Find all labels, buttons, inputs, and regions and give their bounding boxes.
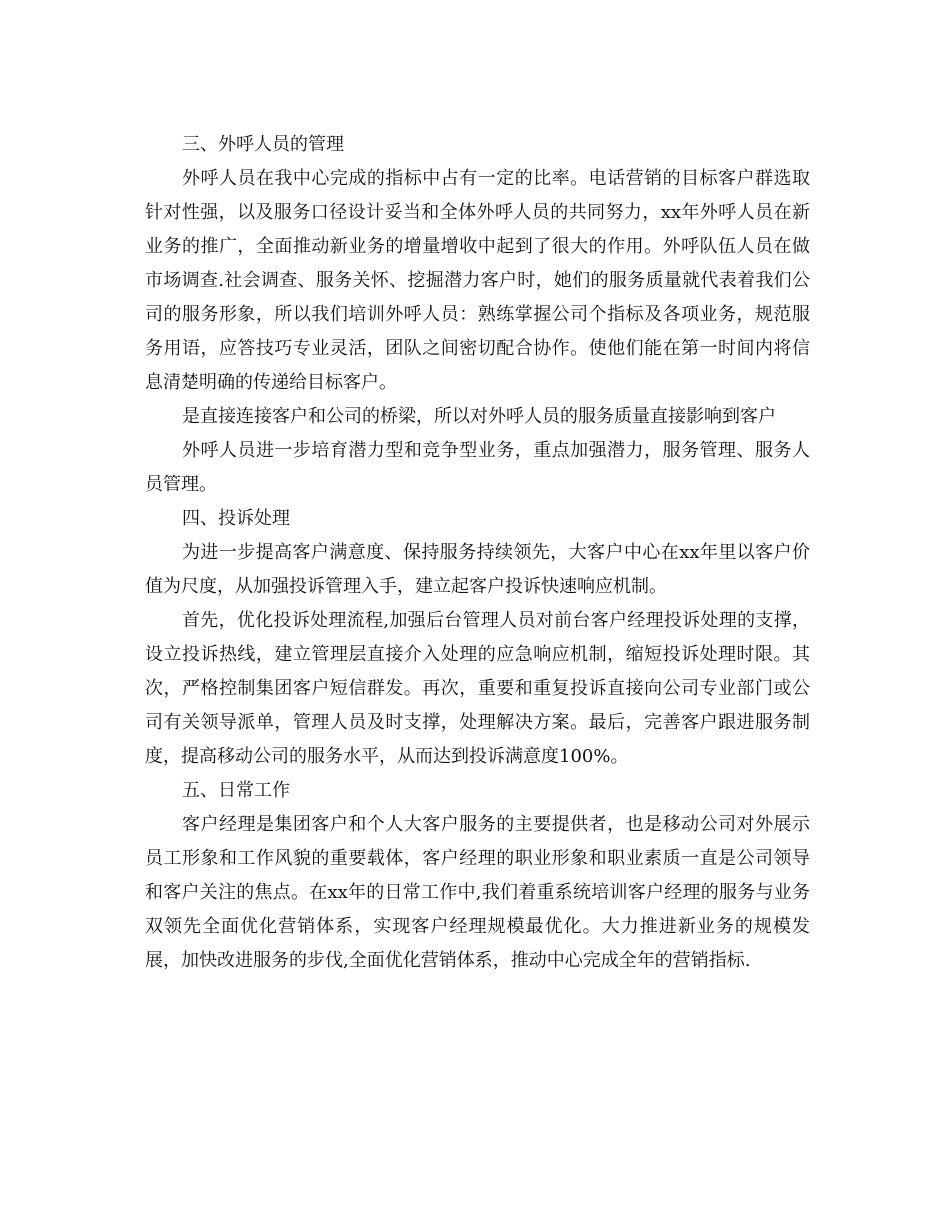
paragraph-complaint-process: 首先，优化投诉处理流程,加强后台管理人员对前台客户经理投诉处理的支撑，设立投诉热线，建立管理层直接介入处理的应急响应机制，缩短投诉处理时限。其次，严格控制集团客户短信群发。再次，重要和重复投诉直接向公司专业部门或公司有关领导派单，管理人员及时支撑，处理解决方案。最后，完善客户跟进服务制度，提高移动公司的服务水平，从而达到投诉满意度100%。 [145,610,810,767]
section-heading-complaints: 四、投诉处理 [182,508,290,529]
paragraph-daily-work: 客户经理是集团客户和个人大客户服务的主要提供者，也是移动公司对外展示员工形象和工作风貌的重要载体，客户经理的职业形象和职业素质一直是公司领导和客户关注的焦点。在xx年的日常工作中,我们着重系统培训客户经理的服务与业务双领先全面优化营销体系，实现客户经理规模最优化。大力推进新业务的规模发展，加快改进服务的步伐,全面优化营销体系，推动中心完成全年的营销指标. [145,814,810,971]
paragraph-potential-business: 外呼人员进一步培育潜力型和竞争型业务，重点加强潜力，服务管理、服务人员管理。 [145,440,810,495]
section-heading-outbound-staff: 三、外呼人员的管理 [182,134,344,155]
document-body [145,128,810,978]
paragraph-bridge: 是直接连接客户和公司的桥梁，所以对外呼人员的服务质量直接影响到客户 [182,406,776,427]
paragraph-outbound-staff-role: 外呼人员在我中心完成的指标中占有一定的比率。电话营销的目标客户群选取针对性强，以及服务口径设计妥当和全体外呼人员的共同努力，xx年外呼人员在新业务的推广，全面推动新业务的增量增收中起到了很大的作用。外呼队伍人员在做市场调查.社会调查、服务关怀、挖掘潜力客户时，她们的服务质量就代表着我们公司的服务形象，所以我们培训外呼人员：熟练掌握公司个指标及各项业务，规范服务用语，应答技巧专业灵活，团队之间密切配合协作。使他们能在第一时间内将信息清楚明确的传递给目标客户。 [145,168,810,393]
section-heading-daily-work: 五、日常工作 [182,780,290,801]
paragraph-complaint-mechanism: 为进一步提高客户满意度、保持服务持续领先，大客户中心在xx年里以客户价值为尺度，从加强投诉管理入手，建立起客户投诉快速响应机制。 [145,542,810,597]
